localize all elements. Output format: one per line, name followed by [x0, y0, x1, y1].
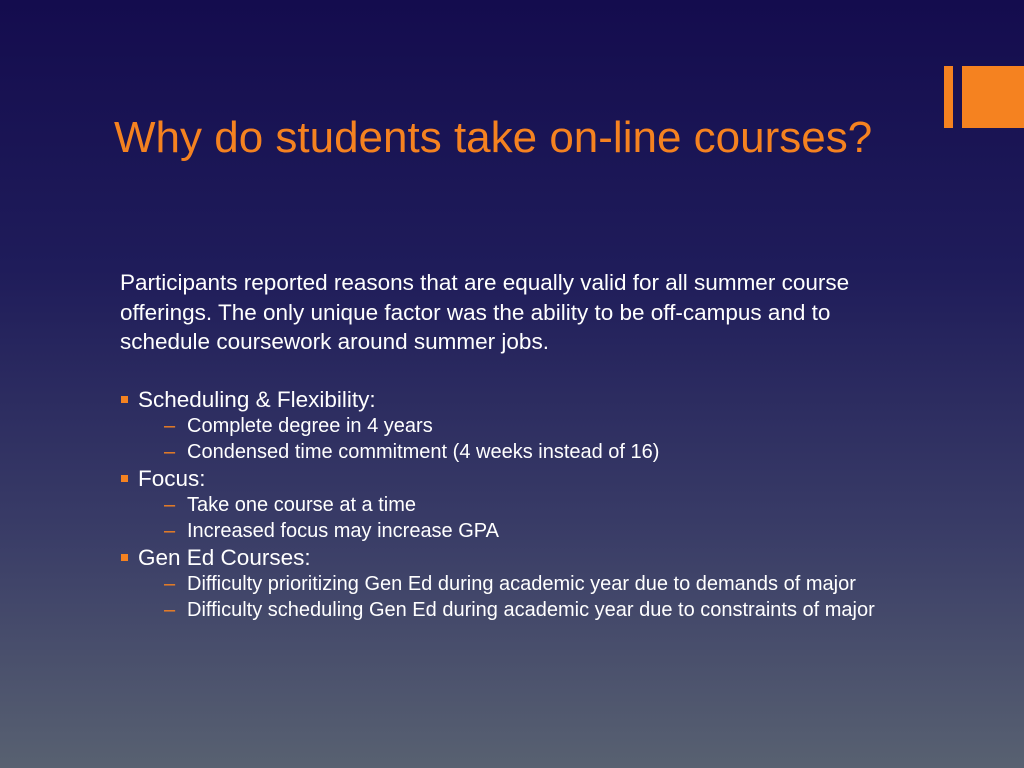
bullet-label: Gen Ed Courses:: [138, 545, 311, 570]
bullet-label: Focus:: [138, 466, 206, 491]
sub-item: [156, 493, 920, 519]
sub-item: [156, 519, 920, 545]
bullet-item: [120, 465, 920, 544]
sub-item: [156, 414, 920, 440]
bullet-label: Scheduling & Flexibility:: [138, 387, 376, 412]
square-bullet-icon: [121, 475, 128, 482]
sub-item: [156, 598, 920, 624]
slide-title: Why do students take on-line courses?: [114, 113, 873, 162]
bullet-list: [120, 386, 920, 623]
dash-icon: –: [164, 415, 176, 437]
sub-list: [138, 493, 920, 544]
dash-icon: –: [164, 519, 176, 542]
square-bullet-icon: [121, 396, 128, 403]
accent-bar-thin: [944, 66, 953, 128]
sub-item-text: Take one course at a time: [187, 494, 417, 516]
sub-item-text: Increased focus may increase GPA: [187, 519, 499, 542]
dash-icon: –: [164, 440, 176, 463]
accent-bar-thick: [962, 66, 1024, 128]
sub-item-text: Difficulty prioritizing Gen Ed during academic year due to demands of major: [187, 573, 856, 595]
dash-icon: –: [164, 598, 176, 621]
intro-paragraph: Participants reported reasons that are equally valid for all summer course offerings. The only unique factor was the ability to be off-campus and to schedule coursework around summer jobs.: [120, 270, 850, 354]
square-bullet-icon: [121, 554, 128, 561]
sub-item: [156, 572, 920, 598]
sub-list: [138, 414, 920, 465]
sub-item-text: Difficulty scheduling Gen Ed during academic year due to constraints of major: [187, 598, 875, 621]
bullet-item: [120, 386, 920, 465]
sub-list: [138, 572, 920, 623]
dash-icon: –: [164, 494, 176, 516]
sub-item-text: Condensed time commitment (4 weeks instead of 16): [187, 440, 660, 463]
dash-icon: –: [164, 573, 176, 595]
sub-item-text: Complete degree in 4 years: [187, 415, 433, 437]
bullet-item: [120, 544, 920, 623]
sub-item: [156, 440, 920, 466]
